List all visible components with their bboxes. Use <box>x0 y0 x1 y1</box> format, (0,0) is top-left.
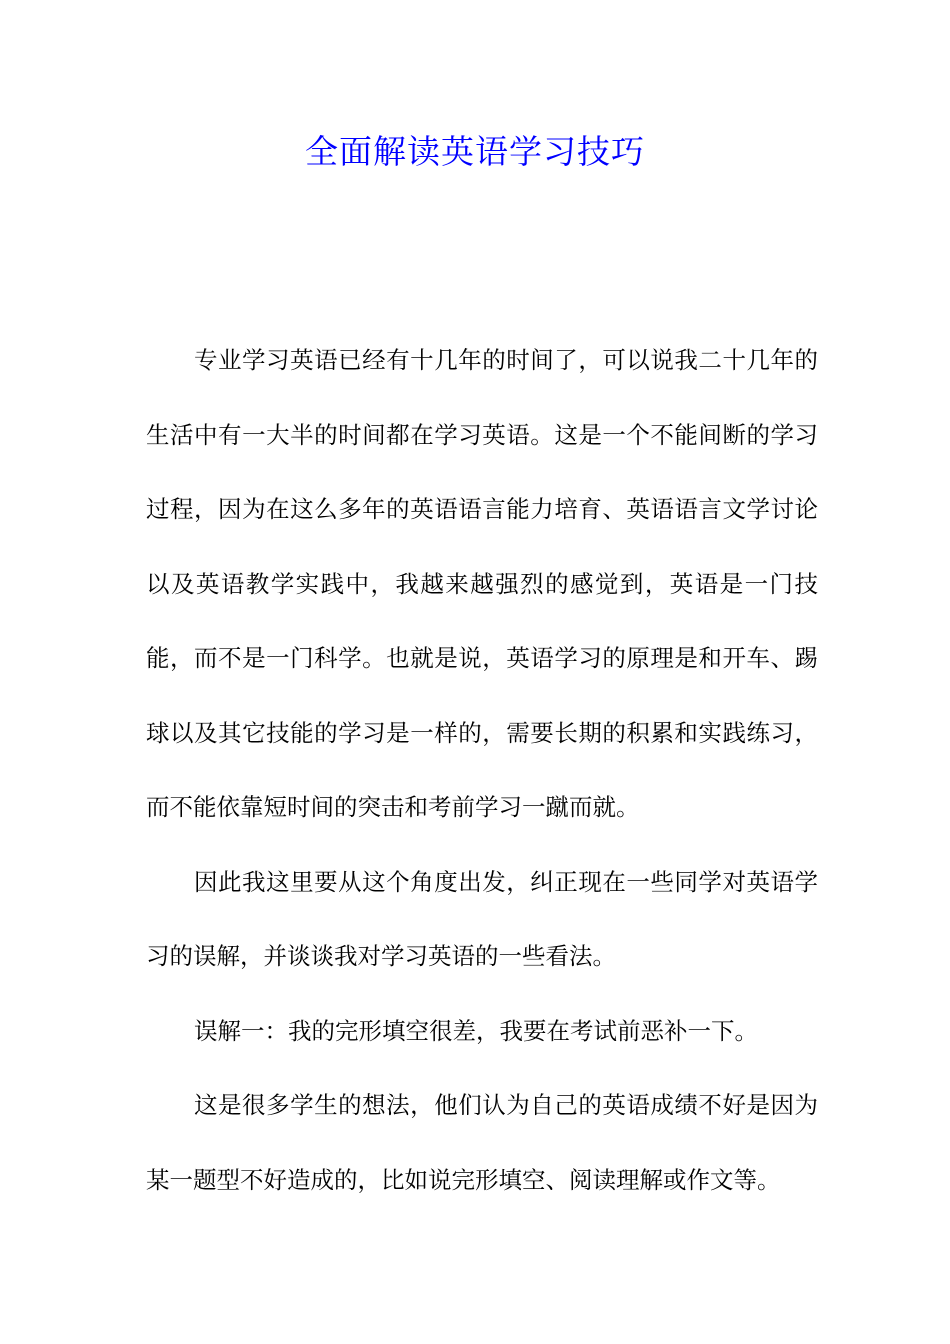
paragraph-3: 误解一：我的完形填空很差，我要在考试前恶补一下。 <box>194 1016 758 1045</box>
paragraph-2: 因此我这里要从这个角度出发，纠正现在一些同学对英语学习的误解，并谈谈我对学习英语的一些看法。 <box>146 867 818 970</box>
paragraph-4: 这是很多学生的想法，他们认为自己的英语成绩不好是因为某一题型不好造成的，比如说完形填空、阅读理解或作文等。 <box>146 1091 818 1194</box>
document-body <box>146 323 818 1217</box>
document-title: 全面解读英语学习技巧 <box>305 132 645 171</box>
paragraph-1: 专业学习英语已经有十几年的时间了，可以说我二十几年的生活中有一大半的时间都在学习英语。这是一个不能间断的学习过程，因为在这么多年的英语语言能力培育、英语语言文学讨论以及英语教学实践中，我越来越强烈的感觉到，英语是一门技能，而不是一门科学。也就是说，英语学习的原理是和开车、踢球以及其它技能的学习是一样的，需要长期的积累和实践练习，而不能依靠短时间的突击和考前学习一蹴而就。 <box>146 346 818 821</box>
